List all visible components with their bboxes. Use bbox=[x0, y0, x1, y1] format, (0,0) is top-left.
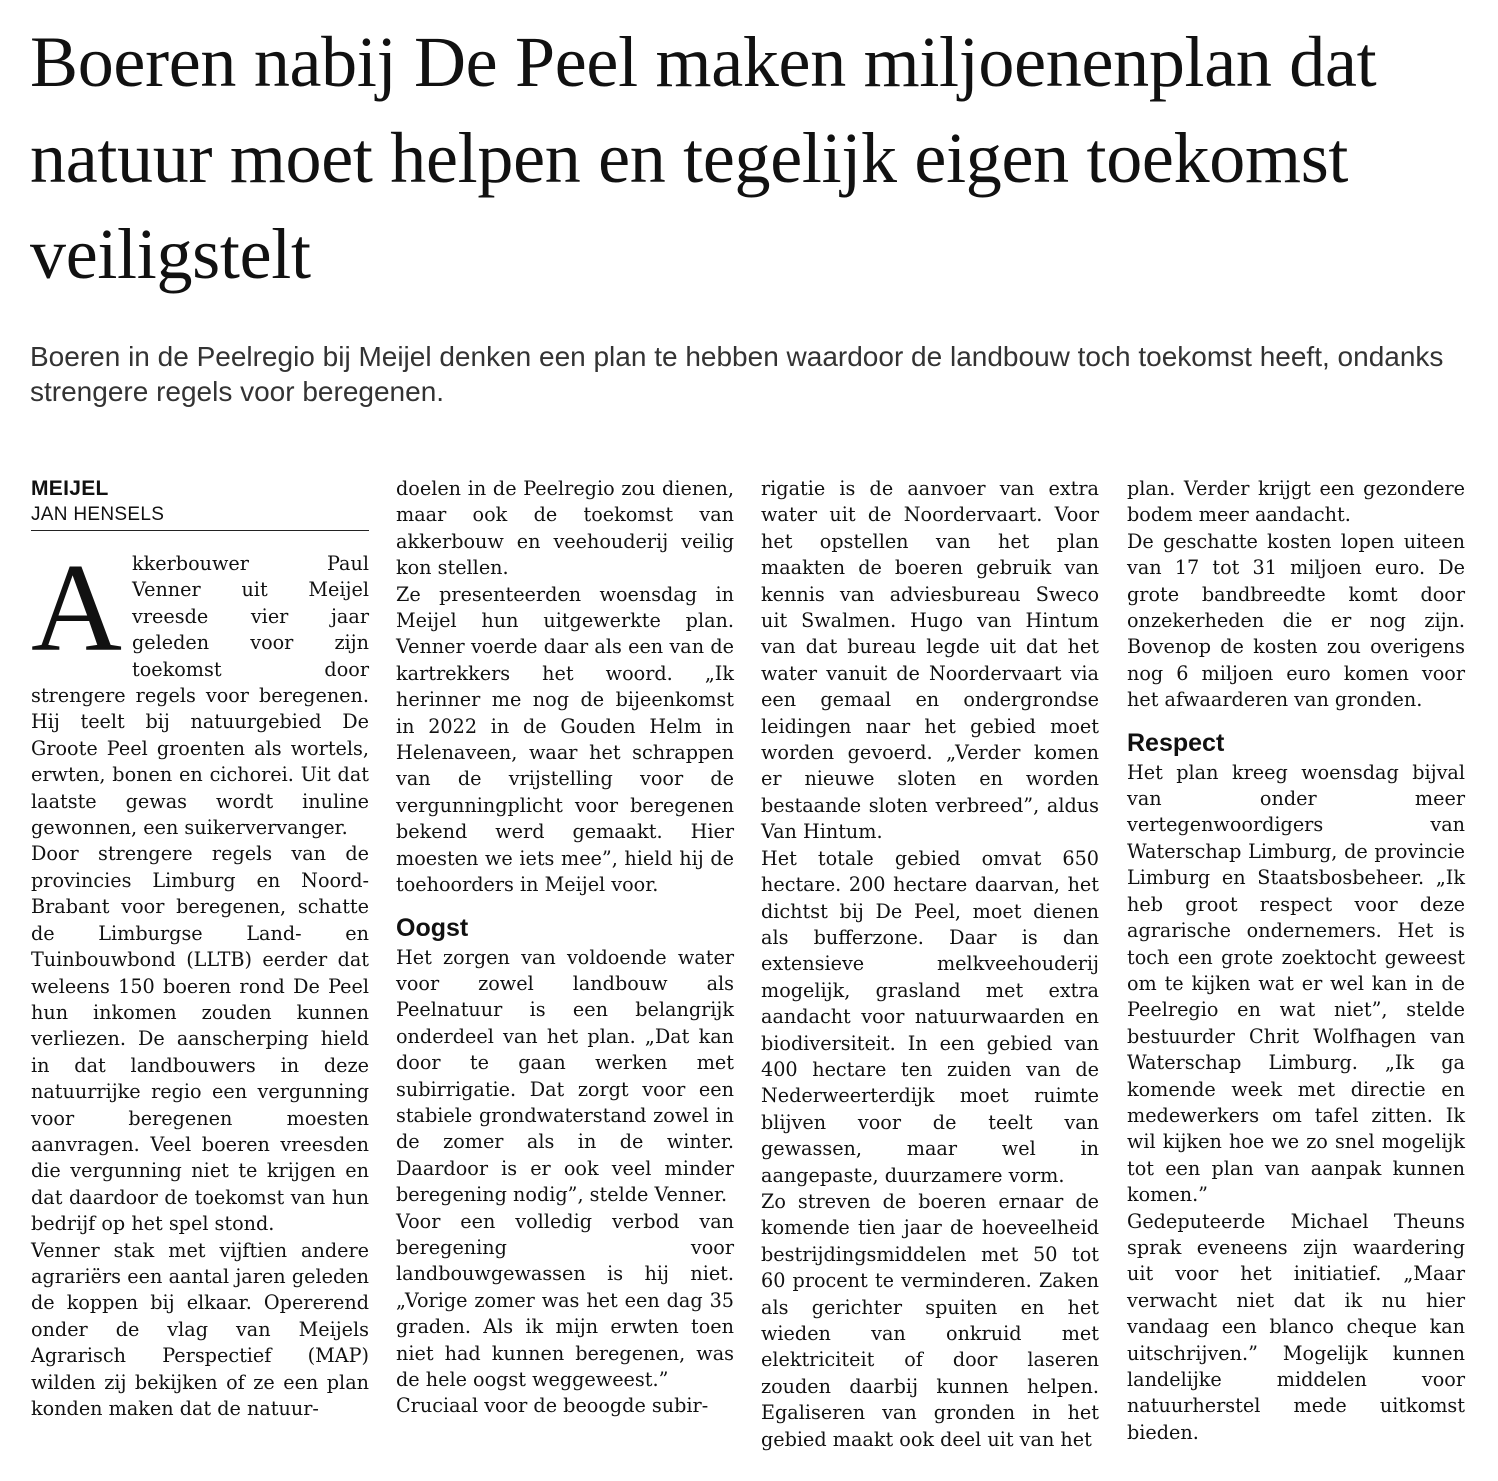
column-1 bbox=[31, 476, 369, 1422]
subheading-oogst: Oogst bbox=[396, 913, 469, 942]
subheading-respect: Respect bbox=[1127, 728, 1225, 757]
column-4 bbox=[1127, 476, 1465, 1446]
paragraph: doelen in de Peelregio zou dienen, maar ook de toekomst van akkerbouw en veehouderij veilig kon stellen. bbox=[396, 477, 734, 580]
paragraph: Gedeputeerde Michael Theuns sprak eveneens zijn waardering uit voor het initiatief. „Maar verwacht niet dat ik nu hier vandaag een blanco cheque kan uitschrijven.” Mogelijk kunnen landelijke middelen voor natuurherstel mede uitkomst bieden. bbox=[1127, 1209, 1465, 1444]
column-2 bbox=[396, 476, 734, 1420]
paragraph-text: kkerbouwer Paul Venner uit Meijel vreesde vier jaar geleden voor zijn toekomst door strengere regels voor beregenen. Hij teelt bij natuurgebied De Groote Peel groenten als wortels, erwten, bonen en cichorei. Uit dat laatste gewas wordt inuline gewonnen, een suikervervanger. bbox=[31, 552, 369, 840]
paragraph: plan. Verder krijgt een gezondere bodem meer aandacht. bbox=[1127, 477, 1465, 527]
paragraph: De geschatte kosten lopen uiteen van 17 tot 31 miljoen euro. De grote bandbreedte komt door onzekerheden die er nog zijn. Bovenop de kosten zou overigens nog 6 miljoen euro komen voor het afwaarderen van gronden. bbox=[1127, 529, 1465, 712]
paragraph: Ze presenteerden woensdag in Meijel hun uitgewerkte plan. Venner voerde daar als een van de kartrekkers het woord. „Ik herinner me nog de bijeenkomst in 2022 in de Gouden Helm in Helenaveen, waar het schrappen van de vrijstelling voor de vergunningplicht voor beregenen bekend werd gemaakt. Hier moesten we iets mee”, hield hij de toehoorders in Meijel voor. bbox=[396, 582, 734, 897]
headline: Boeren nabij De Peel maken miljoenenplan dat natuur moet helpen en tegelijk eigen toekomst veiligstelt bbox=[30, 22, 1377, 294]
paragraph: Zo streven de boeren ernaar de komende tien jaar de hoeveelheid bestrijdingsmiddelen met 50 tot 60 procent te verminderen. Zaken als gerichter spuiten en het wieden van onkruid met elektriciteit of door laseren zouden daarbij kunnen helpen. Egaliseren van gronden in het gebied maakt ook deel uit van het bbox=[761, 1189, 1099, 1451]
paragraph: Door strengere regels van de provincies Limburg en Noord-Brabant voor beregenen, schatte de Limburgse Land- en Tuinbouwbond (LLTB) eerder dat weleens 150 boeren rond De Peel hun inkomen zouden kunnen verliezen. De aanscherping hield in dat landbouwers in deze natuurrijke regio een vergunning voor beregenen moesten aanvragen. Veel boeren vreesden die vergunning niet te krijgen en dat daardoor de toekomst van hun bedrijf op het spel stond. bbox=[31, 842, 369, 1236]
paragraph: rigatie is de aanvoer van extra water uit de Noordervaart. Voor het opstellen van het plan maakten de boeren gebruik van kennis van adviesbureau Sweco uit Swalmen. Hugo van Hintum van dat bureau legde uit dat het water vanuit de Noordervaart via een gemaal en ondergrondse leidingen naar het gebied moet worden gevoerd. „Verder komen er nieuwe sloten en worden bestaande sloten verbreed”, aldus Van Hintum. bbox=[761, 477, 1099, 844]
paragraph bbox=[31, 539, 369, 841]
byline: JAN HENSELS bbox=[31, 502, 369, 531]
paragraph: Het totale gebied omvat 650 hectare. 200 hectare daarvan, het dichtst bij De Peel, moet dienen als bufferzone. Daar is dan extensieve melkveehouderij mogelijk, grasland met extra aandacht voor natuurwaarden en biodiversiteit. In een gebied van 400 hectare ten zuiden van de Nederweerterdijk moet ruimte blijven voor de teelt van gewassen, maar wel in aangepaste, duurzamere vorm. bbox=[761, 846, 1099, 1187]
paragraph: Venner stak met vijftien andere agrariërs een aantal jaren geleden de koppen bij elkaar. Opererend onder de vlag van Meijels Agrarisch Perspectief (MAP) wilden zij bekijken of ze een plan konden maken dat de natuur- bbox=[31, 1238, 369, 1420]
intro-text: Boeren in de Peelregio bij Meijel denken een plan te hebben waardoor de landbouw toch toekomst heeft, ondanks strengere regels voor beregenen. bbox=[30, 341, 1444, 407]
paragraph: Voor een volledig verbod van beregening voor landbouwgewassen is hij niet. „Vorige zomer was het een dag 35 graden. Als ik mijn erwten toen niet had kunnen beregenen, was de hele oogst weggeweest.” bbox=[396, 1209, 734, 1391]
column-3 bbox=[761, 476, 1099, 1453]
dateline: MEIJEL bbox=[31, 477, 109, 500]
paragraph: Cruciaal voor de beoogde subir- bbox=[396, 1394, 709, 1418]
paragraph: Het plan kreeg woensdag bijval van onder meer vertegenwoordigers van Waterschap Limburg, de provincie Limburg en Staatsbosbeheer. „Ik heb groot respect voor deze agrarische ondernemers. Het is toch een grote zoektocht geweest om te kijken wat er wel kan in de Peelregio en wat niet”, stelde bestuurder Chrit Wolfhagen van Waterschap Limburg. „Ik ga komende week met directie en medewerkers om tafel zitten. Ik wil kijken hoe we zo snel mogelijk tot een plan van aanpak kunnen komen.” bbox=[1127, 760, 1465, 1207]
paragraph: Het zorgen van voldoende water voor zowel landbouw als Peelnatuur is een belangrijk onderdeel van het plan. „Dat kan door te gaan werken met subirrigatie. Dat zorgt voor een stabiele grondwaterstand zowel in de zomer als in de winter. Daardoor is er ook veel minder beregening nodig”, stelde Venner. bbox=[396, 945, 734, 1207]
drop-cap: A bbox=[31, 539, 122, 678]
